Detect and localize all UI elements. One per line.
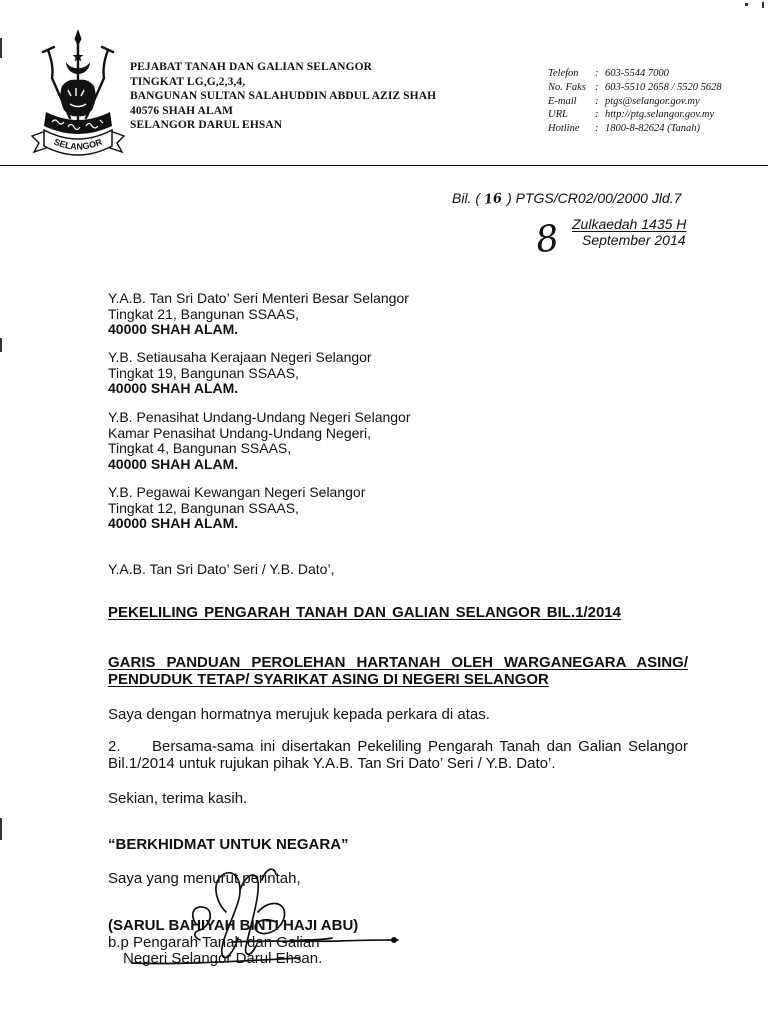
closing: Sekian, terima kasih. bbox=[108, 790, 248, 807]
office-name: PEJABAT TANAH DAN GALIAN SELANGOR bbox=[130, 61, 373, 73]
motto: “BERKHIDMAT UNTUK NEGARA” bbox=[108, 836, 349, 853]
contact-value: 1800-8-82624 (Tanah) bbox=[605, 123, 700, 135]
scan-mark bbox=[745, 3, 748, 6]
recipient-line: Tingkat 12, Bangunan SSAAS, bbox=[108, 499, 299, 516]
gregorian-date: September 2014 bbox=[582, 232, 686, 248]
recipient-line: Y.B. Penasihat Undang-Undang Negeri Selangor bbox=[108, 409, 411, 425]
scan-mark bbox=[0, 338, 2, 352]
hijri-date: Zulkaedah 1435 H bbox=[572, 216, 687, 232]
sign-off: Saya yang menurut perintah, bbox=[108, 870, 301, 887]
recipient-line: Y.A.B. Tan Sri Dato’ Seri Menteri Besar Selangor bbox=[108, 290, 409, 306]
paragraph-2-number: 2. bbox=[108, 738, 121, 755]
contact-value: 603-5510 2658 / 5520 5628 bbox=[605, 81, 722, 93]
contact-label: Hotline bbox=[548, 123, 580, 135]
contact-label: E-mail bbox=[548, 95, 577, 107]
scan-mark bbox=[0, 38, 2, 58]
contact-separator: : bbox=[595, 81, 599, 93]
contact-value: 603-5544 7000 bbox=[605, 68, 669, 79]
paragraph-2-line-1: Bersama-sama ini disertakan Pekeliling Pengarah Tanah dan Galian Selangor bbox=[152, 738, 688, 755]
salutation: Y.A.B. Tan Sri Dato’ Seri / Y.B. Dato’, bbox=[108, 561, 335, 577]
subject-line-2: PENDUDUK TETAP/ SYARIKAT ASING DI NEGERI SELANGOR bbox=[108, 671, 549, 688]
contact-separator: : bbox=[595, 109, 599, 121]
recipient-block bbox=[108, 291, 409, 338]
recipient-line: Y.B. Setiausaha Kerajaan Negeri Selangor bbox=[108, 349, 372, 365]
signatory-designation: b.p Pengarah Tanah dan Galian bbox=[108, 934, 320, 951]
contact-label: URL bbox=[548, 109, 568, 121]
recipient-block bbox=[108, 410, 411, 472]
recipient-line: Tingkat 21, Bangunan SSAAS, bbox=[108, 305, 299, 322]
crest-banner-text: SELANGOR bbox=[52, 136, 104, 152]
letterhead-divider bbox=[0, 165, 768, 166]
office-postcode-city: 40576 SHAH ALAM bbox=[130, 104, 234, 117]
contact-row-hotline bbox=[548, 122, 722, 136]
office-building: BANGUNAN SULTAN SALAHUDDIN ABDUL AZIZ SHAH bbox=[130, 90, 437, 102]
recipient-line: Kamar Penasihat Undang-Undang Negeri, bbox=[108, 424, 372, 441]
recipient-line: Tingkat 19, Bangunan SSAAS, bbox=[108, 364, 299, 381]
contact-details bbox=[548, 67, 722, 136]
contact-label: Telefon bbox=[548, 68, 579, 79]
circular-title: PEKELILING PENGARAH TANAH DAN GALIAN SELANGOR BIL.1/2014 bbox=[108, 604, 621, 621]
contact-row-telefon bbox=[548, 67, 722, 81]
handwritten-signature bbox=[0, 850, 420, 980]
contact-row-url bbox=[548, 108, 722, 122]
recipient-city: 40000 SHAH ALAM. bbox=[108, 455, 239, 472]
handwritten-reference-number: 16 bbox=[483, 191, 503, 208]
scan-mark bbox=[0, 818, 2, 840]
recipient-city: 40000 SHAH ALAM. bbox=[108, 380, 239, 396]
recipient-city: 40000 SHAH ALAM. bbox=[108, 515, 239, 531]
recipient-block bbox=[108, 485, 365, 532]
reference-code: ) PTGS/CR02/00/2000 Jld.7 bbox=[507, 190, 682, 206]
contact-separator: : bbox=[595, 68, 599, 79]
selangor-crest-logo bbox=[30, 28, 126, 156]
office-floor: TINGKAT LG,G,2,3,4, bbox=[130, 75, 246, 88]
contact-label: No. Faks bbox=[548, 81, 586, 93]
recipient-line: Y.B. Pegawai Kewangan Negeri Selangor bbox=[108, 484, 366, 500]
paragraph-1: Saya dengan hormatnya merujuk kepada perkara di atas. bbox=[108, 706, 490, 723]
contact-value: http://ptg.selangor.gov.my bbox=[605, 109, 715, 121]
signatory-state: Negeri Selangor Darul Ehsan. bbox=[123, 950, 323, 967]
subject-line-1: GARIS PANDUAN PEROLEHAN HARTANAH OLEH WARGANEGARA ASING/ bbox=[108, 654, 688, 671]
contact-value: ptgs@selangor.gov.my bbox=[605, 95, 700, 107]
recipient-city: 40000 SHAH ALAM. bbox=[108, 321, 239, 337]
reference-number bbox=[452, 191, 681, 207]
reference-prefix: Bil. ( bbox=[452, 190, 480, 206]
recipient-line: Tingkat 4, Bangunan SSAAS, bbox=[108, 440, 292, 456]
contact-row-faks bbox=[548, 81, 722, 95]
scan-mark bbox=[762, 2, 764, 8]
handwritten-day: 8 bbox=[533, 217, 562, 262]
recipient-block bbox=[108, 350, 372, 397]
paragraph-2-line-2: Bil.1/2014 untuk rujukan pihak Y.A.B. Tan Sri Dato’ Seri / Y.B. Dato’. bbox=[108, 755, 556, 772]
contact-separator: : bbox=[595, 95, 599, 107]
signatory-name: (SARUL BAHIYAH BINTI HAJI ABU) bbox=[108, 917, 359, 934]
office-state: SELANGOR DARUL EHSAN bbox=[130, 119, 283, 131]
contact-separator: : bbox=[595, 123, 599, 135]
contact-row-email bbox=[548, 95, 722, 109]
office-address bbox=[130, 60, 436, 133]
